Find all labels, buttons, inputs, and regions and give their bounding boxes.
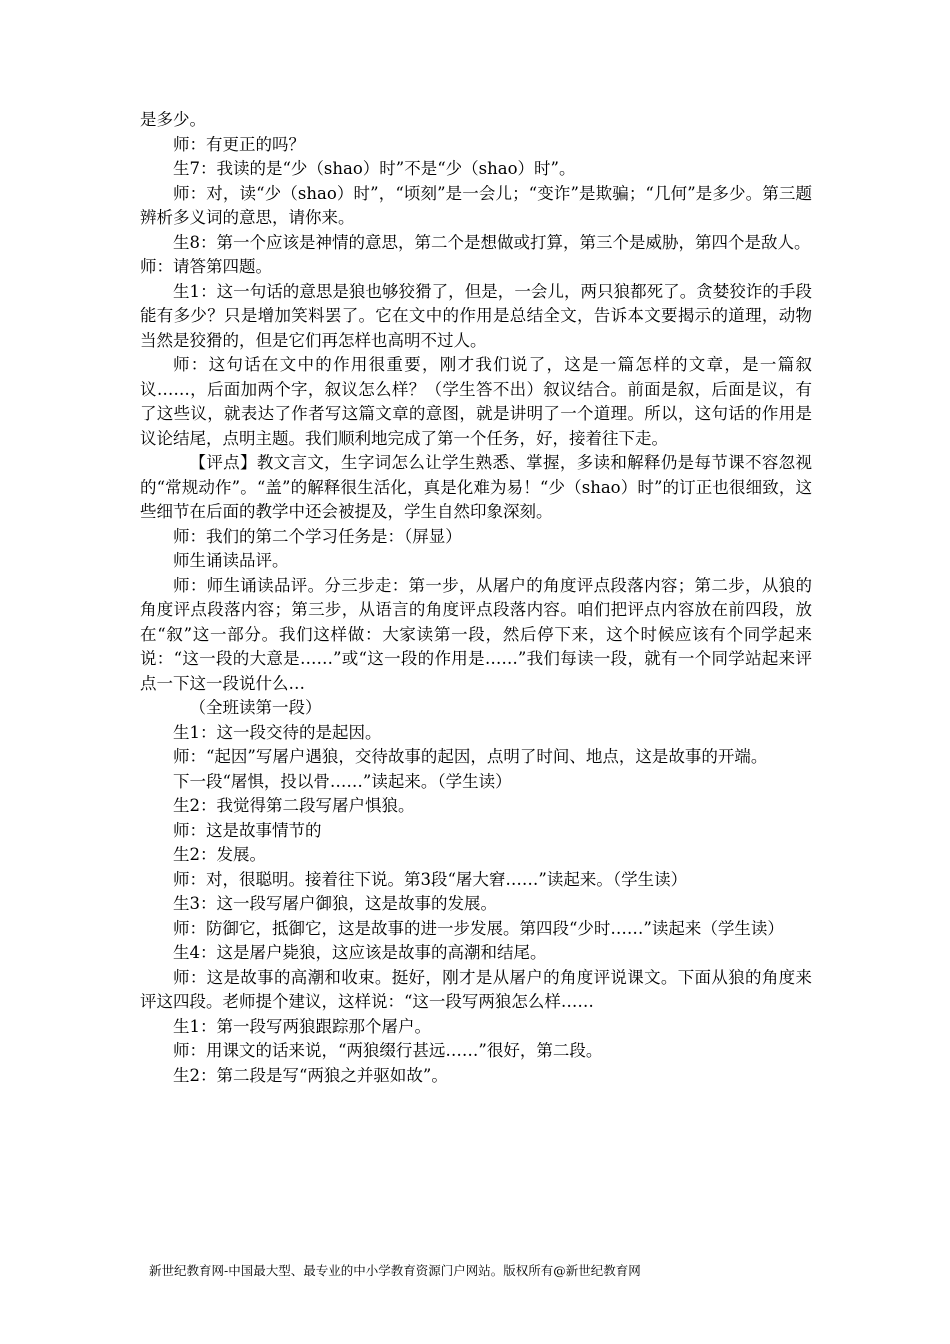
paragraph: 生3：这一段写屠户御狼，这是故事的发展。 (173, 894, 497, 913)
page-footer: 新世纪教育网-中国最大型、最专业的中小学教育资源门户网站。版权所有@新世纪教育网 (149, 1263, 641, 1278)
paragraph: 生2：我觉得第二段写屠户惧狼。 (173, 796, 415, 815)
paragraph: 生1：这一句话的意思是狼也够狡猾了，但是，一会儿，两只狼都死了。贪婪狡诈的手段能有多少？只是增加笑料罢了。它在文中的作用是总结全文，告诉本文要揭示的道理，动物当然是狡猾的，但是它们再怎样也高明不过人。 (140, 281, 812, 350)
paragraph: （全班读第一段） (189, 698, 322, 717)
paragraph: 生1：这一段交待的是起因。 (173, 722, 382, 742)
paragraph: 【评点】教文言文，生字词怎么让学生熟悉、掌握，多读和解释仍是每节课不容忽视的“常规动作”。“盖”的解释很生活化，真是化难为易！“少（shao）时”的订正也很细致，这些细节在后面的教学中还会被提及，学生自然印象深刻。 (140, 453, 812, 521)
paragraph: 师：对，读“少（shao）时”，“顷刻”是一会儿；“变诈”是欺骗；“几何”是多少。第三题辨析多义词的意思，请你来。 (140, 183, 812, 227)
paragraph: 师生诵读品评。 (173, 551, 289, 570)
paragraph: 生8：第一个应该是神情的意思，第二个是想做或打算，第三个是威胁，第四个是敌人。 (173, 232, 811, 252)
paragraph: 生1：第一段写两狼跟踪那个屠户。 (173, 1016, 431, 1036)
paragraph: 师：用课文的话来说，“两狼缀行甚远……”很好，第二段。 (173, 1041, 603, 1060)
paragraph: 师：这是故事的高潮和收束。挺好，刚才是从屠户的角度评说课文。下面从狼的角度来评这四段。老师提个建议，这样说：“这一段写两狼怎么样…… (140, 967, 812, 1011)
paragraph: 师：“起因”写屠户遇狼，交待故事的起因，点明了时间、地点，这是故事的开端。 (173, 747, 768, 766)
paragraph: 师：这是故事情节的 (173, 820, 322, 840)
paragraph: 师：这句话在文中的作用很重要，刚才我们说了，这是一篇怎样的文章，是一篇叙议……，后面加两个字，叙议怎么样？（学生答不出）叙议结合。前面是叙，后面是议，有了这些议，就表达了作者写这篇文章的意图，就是讲明了一个道理。所以，这句话的作用是议论结尾，点明主题。我们顺利地完成了第一个任务，好，接着往下走。 (140, 355, 812, 448)
paragraph: 下一段“屠惧，投以骨……”读起来。（学生读） (173, 771, 512, 791)
paragraph: 师：我们的第二个学习任务是：（屏显） (173, 526, 462, 546)
paragraph: 师：师生诵读品评。分三步走：第一步，从屠户的角度评点段落内容；第二步，从狼的角度评点段落内容；第三步，从语言的角度评点段落内容。咱们把评点内容放在前四段，放在“叙”这一部分。我们这样做：大家读第一段，然后停下来，这个时候应该有个同学起来说：“这一段的大意是……”或“这一段的作用是……”我们每读一段，就有一个同学站起来评点一下这一段说什么… (140, 575, 812, 693)
paragraph: 生2：第二段是写“两狼之并驱如故”。 (173, 1065, 448, 1085)
paragraph: 生4：这是屠户毙狼，这应该是故事的高潮和结尾。 (173, 943, 547, 962)
paragraph: 师：请答第四题。 (140, 257, 272, 276)
document-body (140, 108, 812, 1088)
paragraph: 是多少。 (140, 110, 206, 129)
paragraph: 生7：我读的是“少（shao）时”不是“少（shao）时”。 (173, 159, 576, 178)
paragraph: 师：防御它，抵御它，这是故事的进一步发展。第四段“少时……”读起来（学生读） (173, 918, 784, 938)
paragraph: 生2：发展。 (173, 845, 266, 864)
paragraph: 师：对，很聪明。接着往下说。第3段“屠大窘……”读起来。（学生读） (173, 869, 688, 889)
paragraph: 师：有更正的吗？ (173, 134, 305, 154)
